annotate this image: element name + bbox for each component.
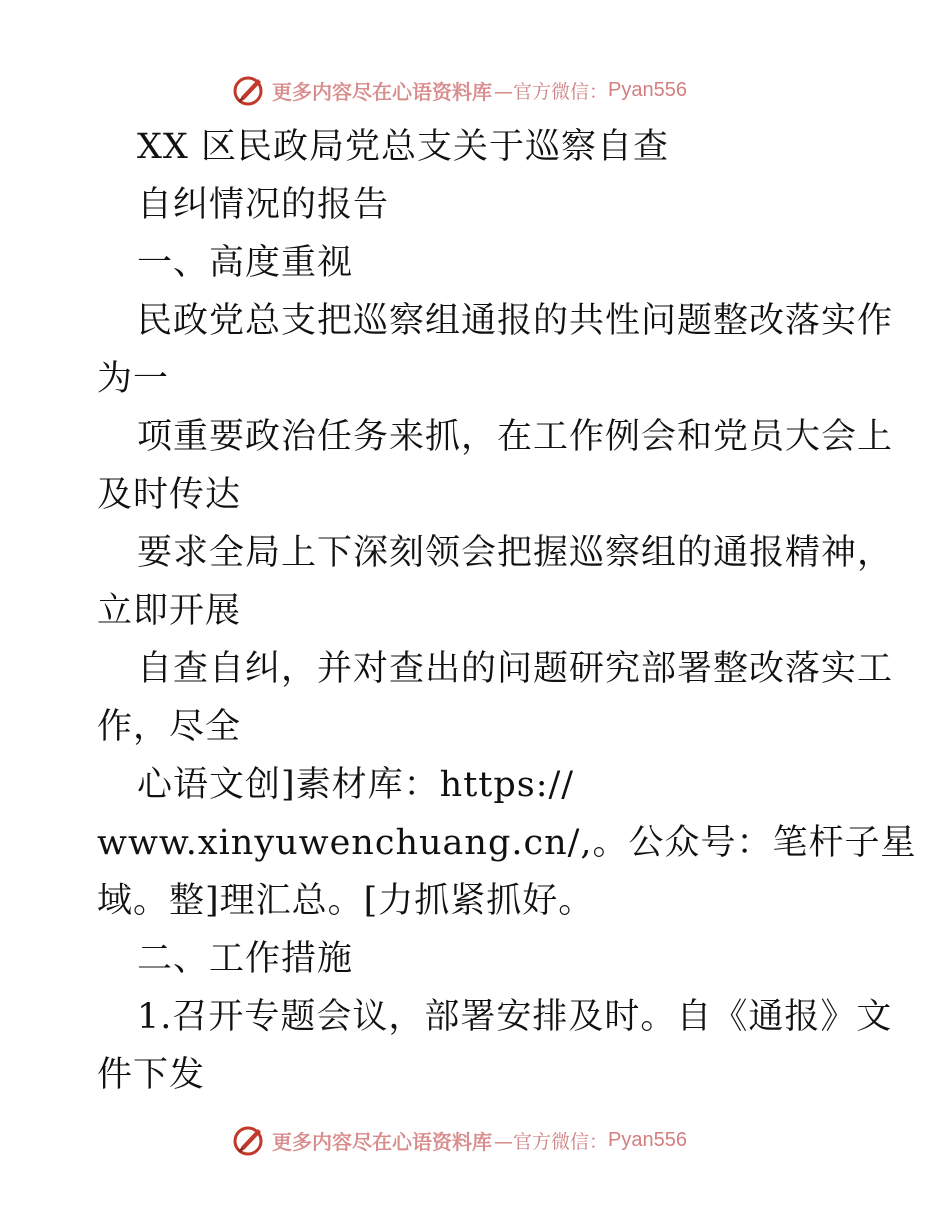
paragraph-line: www.xinyuwenchuang.cn/,。公众号：笔杆子星 (97, 823, 917, 863)
header-watermark[interactable] (232, 70, 732, 110)
footer-official-label: —官方微信： (494, 1130, 609, 1153)
paragraph-line: 自查自纠，并对查出的问题研究部署整改落实工 (137, 649, 894, 689)
paragraph-line: 作，尽全 (97, 707, 242, 747)
footer-wechat-id: Pyan556 (608, 1128, 687, 1151)
paragraph-line: 件下发 (97, 1055, 206, 1095)
paragraph-line: 项重要政治任务来抓，在工作例会和党员大会上 (137, 417, 894, 457)
footer-promo-text: 更多内容尽在心语资料库 (272, 1129, 492, 1154)
section-heading-1: 一、高度重视 (137, 243, 354, 283)
paragraph-line: 域。整]理汇总。[力抓紧抓好。 (97, 881, 595, 921)
header-wechat-id: Pyan556 (608, 78, 687, 101)
title-line-2: 自纠情况的报告 (137, 185, 390, 225)
paragraph-line: 1.召开专题会议，部署安排及时。自《通报》文 (137, 997, 893, 1037)
paragraph-line: 为一 (97, 359, 170, 399)
document-body (97, 118, 917, 1104)
paragraph-line: 民政党总支把巡察组通报的共性问题整改落实作 (137, 301, 894, 341)
header-promo-text: 更多内容尽在心语资料库 (272, 79, 492, 104)
footer-watermark[interactable] (232, 1120, 732, 1160)
quill-logo-icon (232, 1123, 266, 1157)
quill-logo-icon (232, 73, 266, 107)
header-official-label: —官方微信： (494, 80, 609, 103)
paragraph-line: 要求全局上下深刻领会把握巡察组的通报精神， (137, 533, 894, 573)
paragraph-line: 及时传达 (97, 475, 242, 515)
paragraph-line: 心语文创]素材库：https:// (137, 765, 575, 805)
title-line-1: XX 区民政局党总支关于巡察自查 (137, 127, 669, 167)
paragraph-line: 立即开展 (97, 591, 242, 631)
section-heading-2: 二、工作措施 (137, 939, 354, 979)
